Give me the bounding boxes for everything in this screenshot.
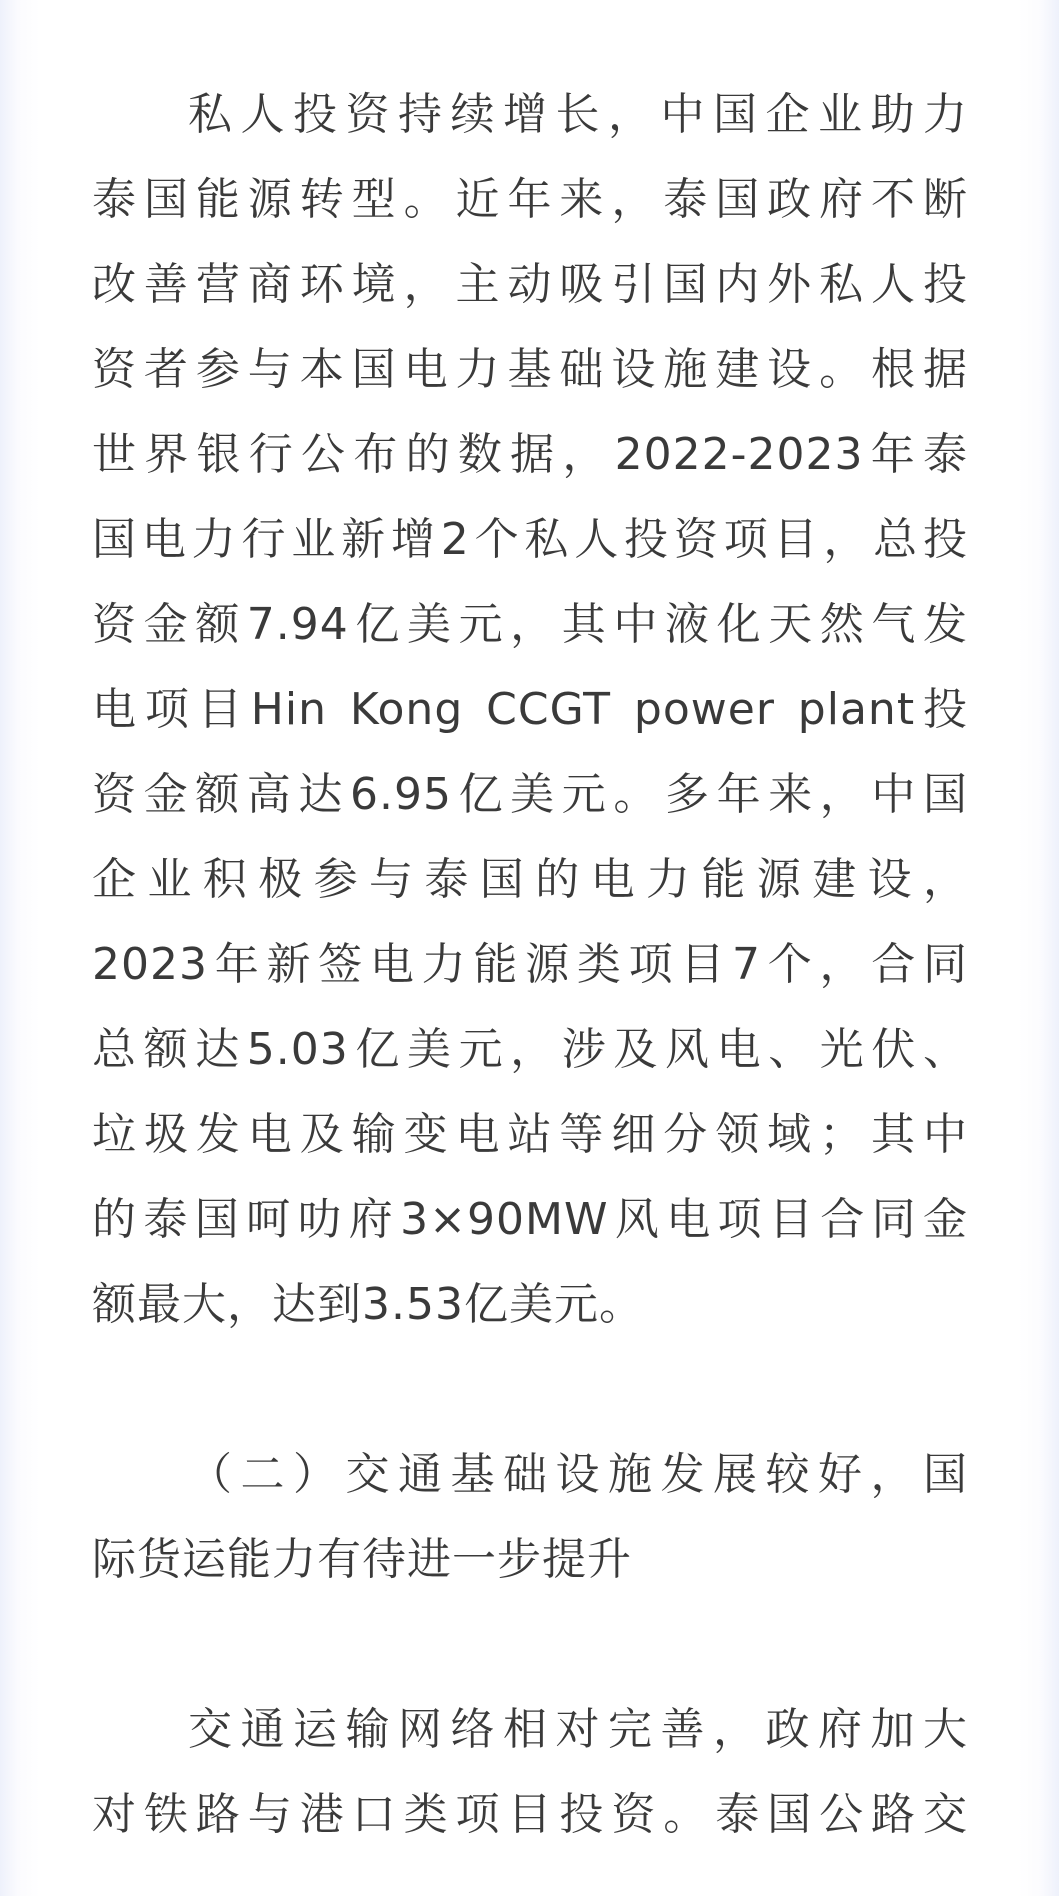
paragraph-gap bbox=[92, 1602, 968, 1687]
text-line: 对铁路与港口类项目投资。泰国公路交 bbox=[92, 1789, 968, 1840]
heading-line: （二）交通基础设施发展较好，国 bbox=[188, 1449, 968, 1500]
paragraph-energy-investment bbox=[92, 72, 968, 1347]
text-line: 电项目Hin Kong CCGT power plant投 bbox=[92, 684, 968, 735]
article-body bbox=[92, 72, 968, 1857]
text-line: 资金额高达6.95亿美元。多年来，中国 bbox=[92, 769, 968, 820]
paragraph-gap bbox=[92, 1347, 968, 1432]
paragraph-transport-network bbox=[92, 1687, 968, 1857]
text-line: 企业积极参与泰国的电力能源建设， bbox=[92, 854, 968, 905]
text-line: 总额达5.03亿美元，涉及风电、光伏、 bbox=[92, 1024, 968, 1075]
text-line: 的泰国呵叻府3×90MW风电项目合同金 bbox=[92, 1194, 968, 1245]
text-line: 交通运输网络相对完善，政府加大 bbox=[188, 1704, 968, 1755]
text-line: 2023年新签电力能源类项目7个，合同 bbox=[92, 939, 968, 990]
text-line: 额最大，达到3.53亿美元。 bbox=[92, 1279, 644, 1330]
text-line: 资者参与本国电力基础设施建设。根据 bbox=[92, 344, 968, 395]
heading-line: 际货运能力有待进一步提升 bbox=[92, 1534, 632, 1585]
text-line: 垃圾发电及输变电站等细分领域；其中 bbox=[92, 1109, 968, 1160]
text-line: 私人投资持续增长，中国企业助力 bbox=[188, 89, 968, 140]
text-line: 改善营商环境，主动吸引国内外私人投 bbox=[92, 259, 968, 310]
text-line: 资金额7.94亿美元，其中液化天然气发 bbox=[92, 599, 968, 650]
text-line: 泰国能源转型。近年来，泰国政府不断 bbox=[92, 174, 968, 225]
section-heading bbox=[92, 1432, 968, 1602]
text-line: 世界银行公布的数据，2022-2023年泰 bbox=[92, 429, 968, 480]
text-line: 国电力行业新增2个私人投资项目，总投 bbox=[92, 514, 968, 565]
